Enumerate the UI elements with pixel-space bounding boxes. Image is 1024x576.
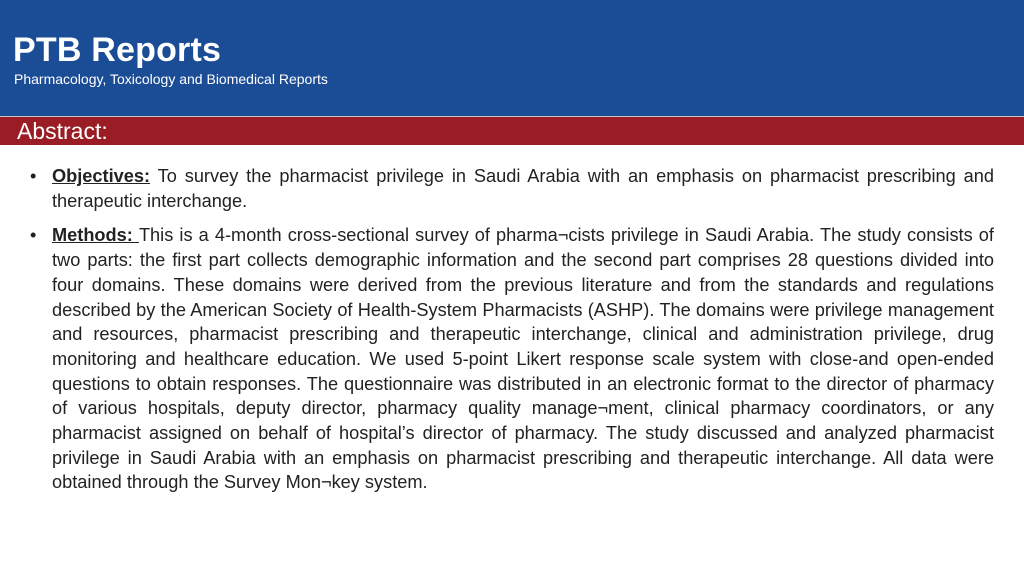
journal-title: PTB Reports <box>13 31 222 69</box>
bullet-text: To survey the pharmacist privilege in Saudi Arabia with an emphasis on pharmacist prescribing and therapeutic interchange. <box>52 166 994 211</box>
abstract-content <box>30 164 994 505</box>
bullet-label: Objectives: <box>52 166 151 186</box>
bullet-label: Methods: <box>52 225 139 246</box>
bullet-dot-icon: • <box>30 166 37 186</box>
section-header-bar <box>0 116 1024 145</box>
bullet-methods <box>30 223 994 495</box>
header-banner <box>0 0 1024 116</box>
section-title: Abstract: <box>17 118 108 144</box>
bullet-text: This is a 4-month cross-sectional survey of pharma¬cists privilege in Saudi Arabia. The study consists of two parts: the first part collects demographic information and the second part comprises 28 questions divided into four domains. These domains were derived from the previous literature and from the standards and regulations described by the American Society of Health-System Pharmacists (ASHP). The domains were privilege management and resources, pharmacist prescribing and therapeutic interchange, clinical and administration privilege, drug monitoring and healthcare education. We used 5-point Likert response scale system with close-and open-ended questions to obtain responses. The questionnaire was distributed in an electronic format to the director of pharmacy of various hospitals, deputy director, pharmacy quality manage¬ment, clinical pharmacy coordinators, or any pharmacist assigned on behalf of hospital’s director of pharmacy. The study discussed and analyzed pharmacist privilege in Saudi Arabia with an emphasis on pharmacist prescribing and therapeutic interchange. All data were obtained through the Survey Mon¬key system. <box>52 225 994 493</box>
journal-subtitle: Pharmacology, Toxicology and Biomedical Reports <box>14 71 328 87</box>
bullet-objectives <box>30 164 994 213</box>
bullet-dot-icon: • <box>30 225 37 246</box>
